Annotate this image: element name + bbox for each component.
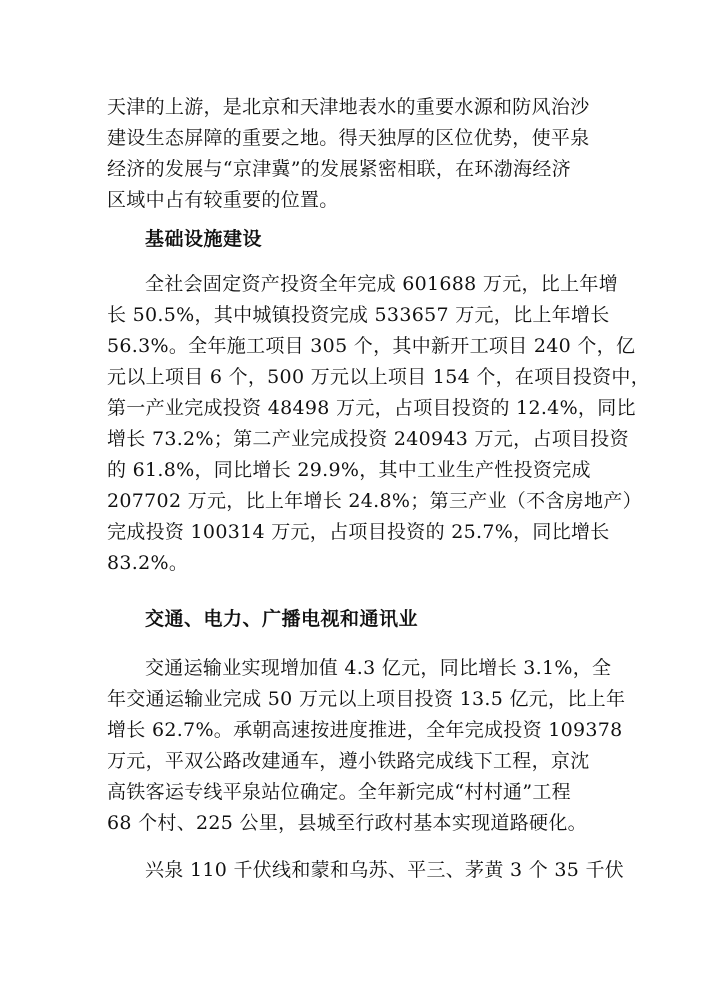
para2-line-3: 56.3%。全年施工项目 305 个，其中新开工项目 240 个，亿 (107, 335, 636, 357)
para3-line-4: 万元，平双公路改建通车，遵小铁路完成线下工程，京沈 (107, 750, 590, 772)
para1-line-2: 建设生态屏障的重要之地。得天独厚的区位优势，使平泉 (107, 127, 590, 149)
para3-line-1: 交通运输业实现增加值 4.3 亿元，同比增长 3.1%，全 (145, 657, 612, 679)
para2-line-10: 83.2%。 (107, 552, 189, 574)
para3-line-2: 年交通运输业完成 50 万元以上项目投资 13.5 亿元，比上年 (107, 688, 626, 710)
para3-line-6: 68 个村、225 公里，县城至行政村基本实现道路硬化。 (107, 812, 587, 834)
para2-line-5: 第一产业完成投资 48498 万元，占项目投资的 12.4%，同比 (107, 397, 636, 419)
para3-line-3: 增长 62.7%。承朝高速按进度推进，全年完成投资 109378 (107, 719, 623, 741)
para2-line-7: 的 61.8%，同比增长 29.9%，其中工业生产性投资完成 (107, 459, 591, 481)
para2-line-1: 全社会固定资产投资全年完成 601688 万元，比上年增 (145, 273, 619, 295)
section-heading-transport: 交通、电力、广播电视和通讯业 (145, 608, 419, 630)
para1-line-4: 区域中占有较重要的位置。 (107, 189, 339, 211)
para1-line-3: 经济的发展与“京津冀”的发展紧密相联，在环渤海经济 (107, 158, 571, 180)
para4-line-1: 兴泉 110 千伏线和蒙和乌苏、平三、茅黄 3 个 35 千伏 (145, 859, 625, 881)
para2-line-2: 长 50.5%，其中城镇投资完成 533657 万元，比上年增长 (107, 304, 610, 326)
para2-line-6: 增长 73.2%；第二产业完成投资 240943 万元，占项目投资 (107, 428, 629, 450)
para2-line-4: 元以上项目 6 个，500 万元以上项目 154 个，在项目投资中， (107, 366, 651, 388)
para2-line-8: 207702 万元，比上年增长 24.8%；第三产业（不含房地产） (107, 490, 642, 512)
section-heading-infrastructure: 基础设施建设 (145, 228, 263, 250)
para3-line-5: 高铁客运专线平泉站位确定。全年新完成“村村通”工程 (107, 781, 571, 803)
para2-line-9: 完成投资 100314 万元，占项目投资的 25.7%，同比增长 (107, 521, 610, 543)
para1-line-1: 天津的上游，是北京和天津地表水的重要水源和防风治沙 (107, 96, 590, 118)
